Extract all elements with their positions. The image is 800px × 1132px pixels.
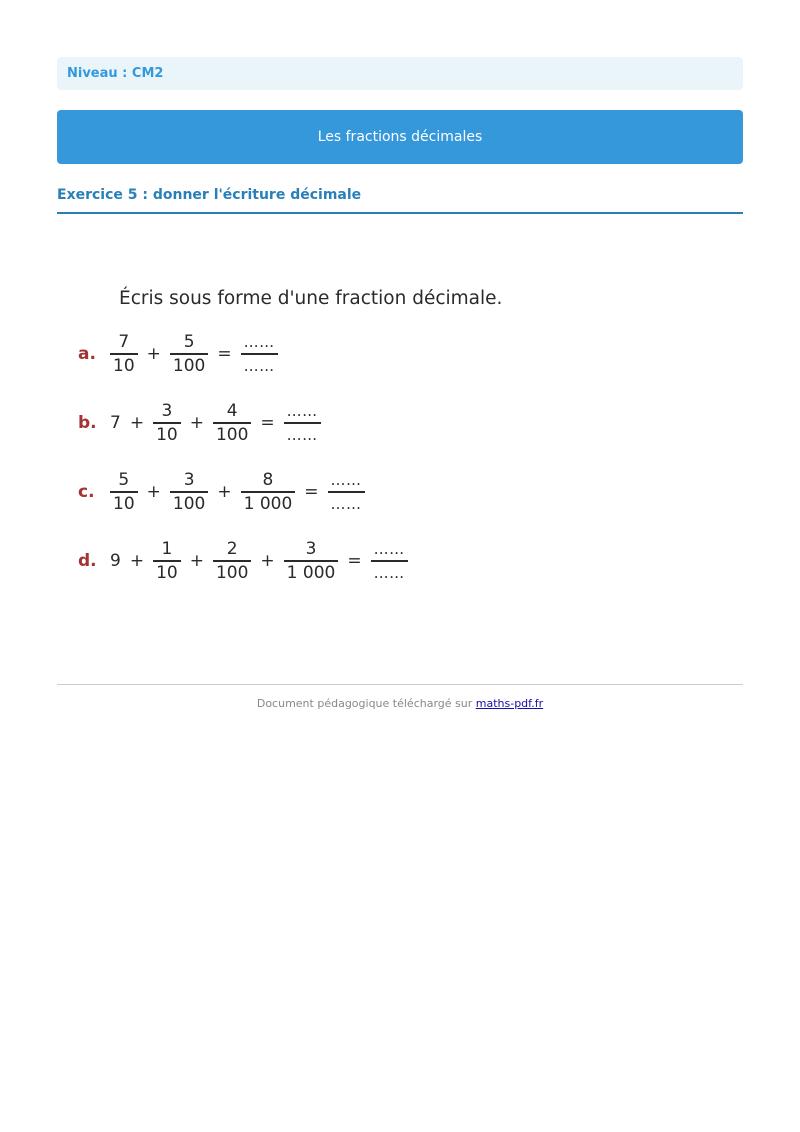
exercise-figure [78, 282, 558, 602]
numerator: 3 [183, 470, 195, 491]
equals-sign: = [217, 344, 232, 364]
plus-sign: + [129, 413, 145, 433]
denominator: 10 [113, 355, 135, 376]
exercise-item-b [78, 397, 323, 449]
numerator: 1 [161, 539, 173, 560]
denominator: 1 000 [286, 562, 336, 583]
numerator: 5 [118, 470, 130, 491]
level-label: Niveau : CM2 [67, 66, 164, 81]
fraction [213, 538, 251, 584]
blank-denominator: …… [373, 563, 405, 582]
numerator: 8 [262, 470, 274, 491]
numerator: 4 [226, 401, 238, 422]
page-title: Les fractions décimales [317, 129, 483, 145]
plus-sign: + [146, 482, 161, 502]
fraction [110, 469, 138, 515]
title-banner [57, 110, 743, 164]
blank-denominator: …… [330, 494, 362, 513]
blank-numerator: …… [243, 333, 275, 352]
level-box [57, 57, 743, 90]
plus-sign: + [189, 413, 204, 433]
footer-divider [57, 684, 743, 685]
fraction [284, 538, 339, 584]
plus-sign: + [146, 344, 161, 364]
answer-blank [371, 538, 408, 584]
answer-blank [284, 400, 321, 446]
fraction [153, 400, 181, 446]
fraction [213, 400, 251, 446]
equals-sign: = [347, 551, 362, 571]
whole-number: 9 [110, 551, 121, 571]
item-label: b. [78, 413, 97, 433]
footer-link[interactable]: maths-pdf.fr [475, 697, 544, 710]
item-label: d. [78, 551, 97, 571]
plus-sign: + [129, 551, 145, 571]
denominator: 100 [172, 493, 206, 514]
numerator: 7 [118, 332, 130, 353]
fraction [110, 331, 138, 377]
exercise-item-a [78, 328, 280, 380]
exercise-item-d [78, 535, 410, 587]
numerator: 3 [161, 401, 173, 422]
fraction [241, 469, 296, 515]
numerator: 3 [305, 539, 317, 560]
numerator: 5 [183, 332, 195, 353]
fraction [170, 469, 208, 515]
denominator: 100 [215, 562, 249, 583]
exercise-instruction: Écris sous forme d'une fraction décimale. [119, 288, 503, 309]
whole-number: 7 [110, 413, 121, 433]
blank-numerator: …… [286, 402, 318, 421]
blank-denominator: …… [243, 356, 275, 375]
denominator: 1 000 [243, 493, 293, 514]
numerator: 2 [226, 539, 238, 560]
exercise-heading: Exercice 5 : donner l'écriture décimale [57, 183, 743, 214]
plus-sign: + [189, 551, 204, 571]
denominator: 10 [113, 493, 135, 514]
equals-sign: = [304, 482, 319, 502]
item-label: a. [78, 344, 96, 364]
blank-numerator: …… [330, 471, 362, 490]
denominator: 10 [156, 424, 178, 445]
item-label: c. [78, 482, 95, 502]
blank-numerator: …… [373, 540, 405, 559]
denominator: 100 [172, 355, 206, 376]
footer-text: Document pédagogique téléchargé sur [256, 697, 476, 710]
denominator: 10 [156, 562, 178, 583]
answer-blank [241, 331, 278, 377]
equals-sign: = [260, 413, 275, 433]
fraction [153, 538, 181, 584]
plus-sign: + [217, 482, 232, 502]
plus-sign: + [260, 551, 275, 571]
denominator: 100 [215, 424, 249, 445]
exercise-item-c [78, 466, 367, 518]
footer [57, 697, 743, 710]
blank-denominator: …… [286, 425, 318, 444]
fraction [170, 331, 208, 377]
answer-blank [328, 469, 365, 515]
